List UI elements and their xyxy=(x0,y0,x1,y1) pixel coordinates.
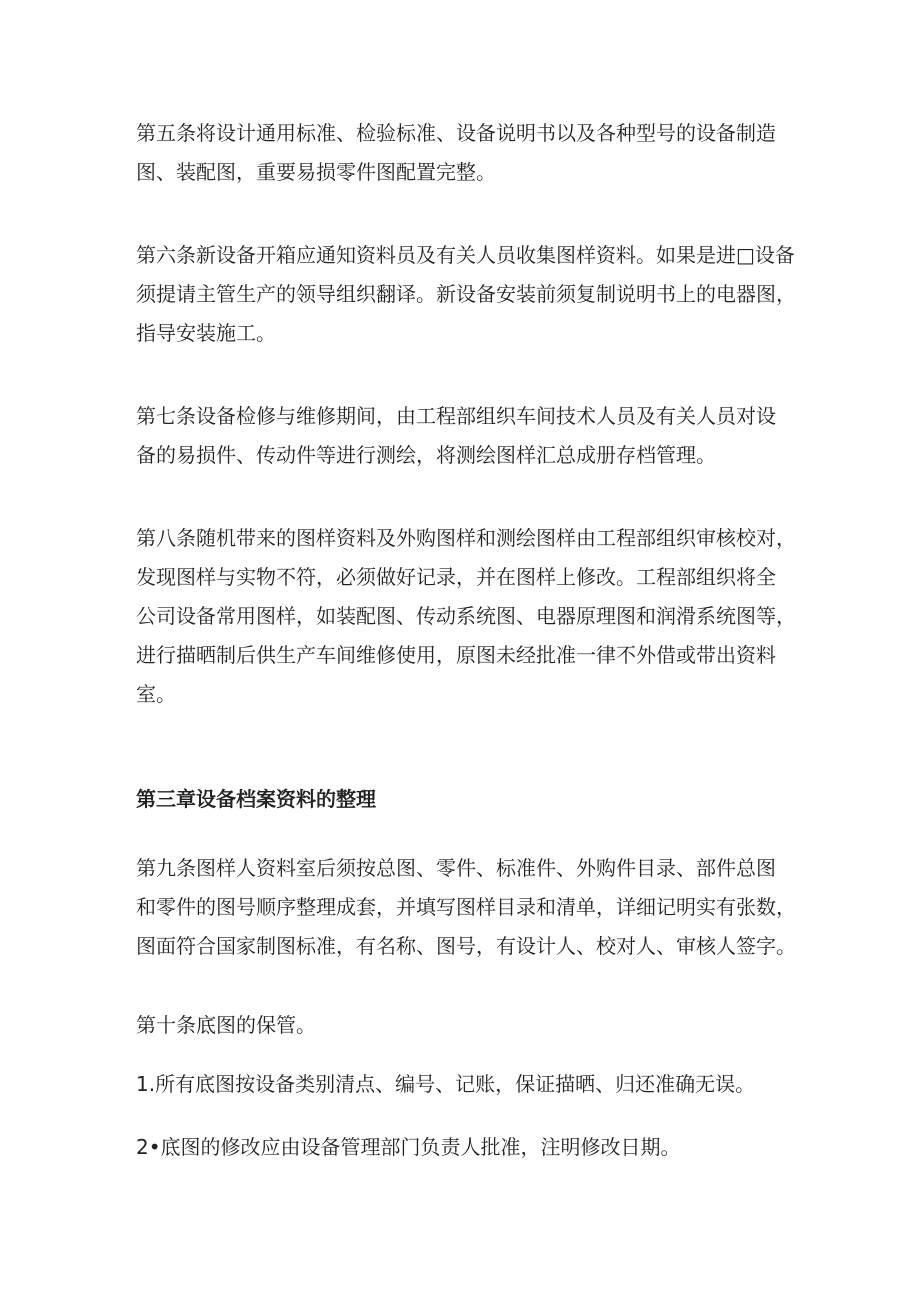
article-7-paragraph: 第七条设备检修与维修期间，由工程部组织车间技术人员及有关人员对设 备的易损件、传动件等进行测绘，将测绘图样汇总成册存档管理。 xyxy=(136,404,776,467)
list-item-1: 1.所有底图按设备类别清点、编号、记账，保证描晒、归还准确无误。 xyxy=(136,1072,756,1096)
article-8-paragraph: 第八条随机带来的图样资料及外购图样和测绘图样由工程部组织审核校对， 发现图样与实物不符，必须做好记录，并在图样上修改。工程部组织将全 公司设备常用图样，如装配图、传动系统图、电器原理图和润滑系统图等， 进行描晒制后供生产车间维修使用，原图未经批准一律不外借或带出资料 室。 xyxy=(136,526,796,706)
article-10-paragraph: 第十条底图的保管。 xyxy=(136,1013,316,1037)
article-5-paragraph: 第五条将设计通用标准、检验标准、设备说明书以及各种型号的设备制造 图、装配图，重要易损零件图配置完整。 xyxy=(136,121,776,184)
chapter-3-heading: 第三章设备档案资料的整理 xyxy=(136,787,376,811)
article-6-paragraph: 第六条新设备开箱应通知资料员及有关人员收集图样资料。如果是进□设备 须提请主管生产的领导组织翻译。新设备安装前须复制说明书上的电器图， 指导安装施工。 xyxy=(136,243,796,345)
list-item-2: 2•底图的修改应由设备管理部门负责人批准，注明修改日期。 xyxy=(136,1135,681,1159)
article-9-paragraph: 第九条图样人资料室后须按总图、零件、标准件、外购件目录、部件总图 和零件的图号顺序整理成套，并填写图样目录和清单，详细记明实有张数， 图面符合国家制图标准，有名称、图号，有设计人、校对人、审核人签字。 xyxy=(136,856,796,958)
